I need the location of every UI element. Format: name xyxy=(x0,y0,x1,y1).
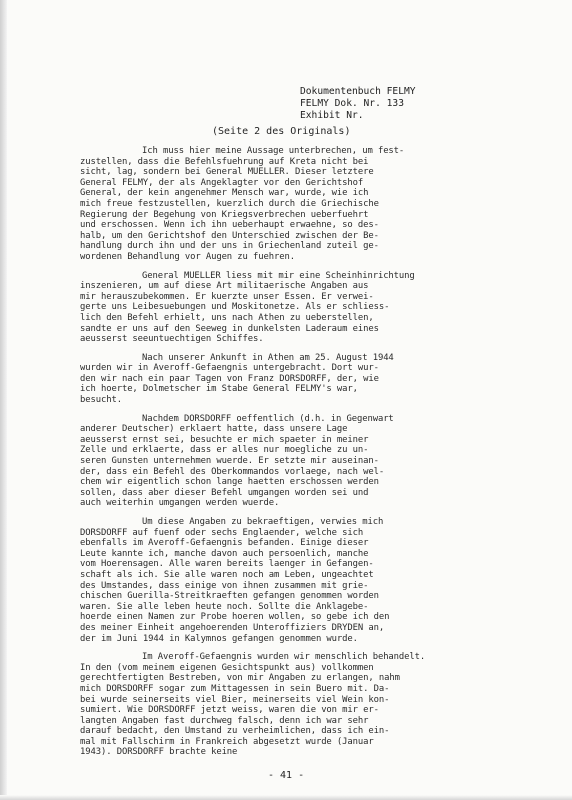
text-line: chem wir eigentlich schon lange haetten erschossen werden xyxy=(80,477,379,488)
text-line: wurden wir in Averoff-Gefaengnis untergebracht. Dort wur- xyxy=(80,363,379,374)
scan-bottom-shadow xyxy=(0,795,572,800)
text-line: wordenen Behandlung vor Augen zu fuehren. xyxy=(80,251,295,262)
text-line: des meiner Einheit angehoerenden Unteroffiziers DRYDEN an, xyxy=(80,622,385,633)
text-line: den wir nach ein paar Tagen von Franz DORSDORFF, der, wie xyxy=(80,373,379,384)
text-line: sicht, lag, sondern bei General MUELLER. Dieser letztere xyxy=(80,167,374,178)
text-line: Im Averoff-Gefaengnis wurden wir menschlich behandelt. xyxy=(142,652,426,663)
header-document-number: FELMY Dok. Nr. 133 xyxy=(300,98,404,109)
text-line: Nachdem DORSDORFF oeffentlich (d.h. in Gegenwart xyxy=(142,413,394,424)
text-line: waren. Sie alle leben heute noch. Sollte die Anklagebe- xyxy=(80,601,369,612)
paragraph xyxy=(80,146,552,263)
text-line: besucht. xyxy=(80,395,122,406)
text-line: gerechtfertigten Bestreben, von mir Angaben zu erlangen, nahm xyxy=(80,673,400,684)
text-line: zustellen, dass die Befehlsfuehrung auf Kreta nicht bei xyxy=(80,156,369,167)
original-page-note: (Seite 2 des Originals) xyxy=(212,126,351,137)
text-line: auch weiterhin umgangen werden wuerde. xyxy=(80,498,280,509)
text-line: Um diese Angaben zu bekraeftigen, verwies mich xyxy=(142,517,384,527)
text-line: General, der kein angenehmer Mensch war, wurde, wie ich xyxy=(80,188,369,199)
text-line: DORSDORFF auf fuenf oder sechs Englaender, welche sich xyxy=(80,527,364,538)
text-line: Ich muss hier meine Aussage unterbrechen, um fest- xyxy=(142,146,405,156)
paragraph xyxy=(80,652,552,758)
text-line: lich den Befehl erhielt, uns nach Athen zu ueberstellen, xyxy=(80,312,374,323)
text-line: vom Hoerensagen. Alle waren bereits laenger in Gefangen- xyxy=(80,559,374,570)
text-line: des Umstandes, dass einige von ihnen zusammen mit grie- xyxy=(80,580,369,591)
document-header xyxy=(300,86,540,122)
header-document-book: Dokumentenbuch FELMY xyxy=(300,86,416,97)
text-line: sandte er uns auf den Seeweg in dunkelsten Laderaum eines xyxy=(80,323,379,334)
text-line: darauf bedacht, den Umstand zu verheimlichen, dass ich ein- xyxy=(80,726,390,737)
text-line: der, dass ein Befehl des Oberkommandos vorlaege, nach wel- xyxy=(80,466,385,477)
text-line: handlung durch ihn und der uns in Griechenland zuteil ge- xyxy=(80,241,379,252)
text-line: Zelle und erklaerte, dass er alles nur moegliche zu un- xyxy=(80,445,369,456)
text-line: schaft als ich. Sie alle waren noch am Leben, ungeachtet xyxy=(80,569,374,580)
text-line: chischen Guerilla-Streitkraeften gefangen genommen worden xyxy=(80,591,379,602)
text-line: mich freue festzustellen, kuerzlich durch die Griechische xyxy=(80,198,379,209)
text-line: hoerde einen Namen zur Probe hoeren wollen, so gebe ich den xyxy=(80,612,390,623)
text-line: halb, um den Gerichtshof den Unterschied zwischen der Be- xyxy=(80,230,379,241)
text-line: bei wurde seinerseits viel Bier, meinerseits viel Wein kon- xyxy=(80,694,390,705)
text-line: anderer Deutscher) erklaert hatte, dass unsere Lage xyxy=(80,424,348,435)
text-line: aeusserst seeuntuechtigen Schiffes. xyxy=(80,334,264,345)
header-exhibit-number: Exhibit Nr. xyxy=(300,110,364,121)
text-line: sollen, dass aber dieser Befehl umgangen worden sei und xyxy=(80,487,369,498)
text-line: mal mit Fallschirm in Frankreich abgesetzt wurde (Januar xyxy=(80,736,374,747)
text-line: langten Angaben fast durchweg falsch, denn ich war sehr xyxy=(80,715,369,726)
text-line: sumiert. Wie DORSDORFF jetzt weiss, waren die von mir er- xyxy=(80,705,379,716)
paragraph xyxy=(80,353,552,406)
text-line: gerte uns Leibesuebungen und Moskitonetze. Als er schliess- xyxy=(80,302,390,313)
text-line: aeusserst ernst sei, besuchte er mich spaeter in meiner xyxy=(80,434,369,445)
paragraph xyxy=(80,271,552,345)
text-line: 1943). DORSDORFF brachte keine xyxy=(80,747,238,758)
scan-edge-shadow xyxy=(0,0,7,800)
text-line: General MUELLER liess mit mir eine Scheinhinrichtung xyxy=(142,270,415,281)
text-line: inszenieren, um auf diese Art militaerische Angaben aus xyxy=(80,281,369,292)
text-line: Leute kannte ich, manche davon auch persoenlich, manche xyxy=(80,548,369,559)
text-line: seren Gunsten unternehmen wuerde. Er setzte mir auseinan- xyxy=(80,456,379,467)
text-line: General FELMY, der als Angeklagter vor den Gerichtshof xyxy=(80,177,364,188)
text-line: mir herauszubekommen. Er kuerzte unser Essen. Er verwei- xyxy=(80,291,374,302)
text-line: der im Juni 1944 in Kalymnos gefangen genommen wurde. xyxy=(80,633,358,644)
text-line: und erschossen. Wenn ich ihn ueberhaupt erwaehne, so des- xyxy=(80,220,379,231)
paragraph xyxy=(80,414,552,509)
document-body xyxy=(80,146,552,766)
text-line: Nach unserer Ankunft in Athen am 25. August 1944 xyxy=(142,352,394,363)
text-line: ebenfalls im Averoff-Gefaengnis befanden. Einige dieser xyxy=(80,538,369,549)
text-line: mich DORSDORFF sogar zum Mittagessen in sein Buero mit. Da- xyxy=(80,683,390,694)
text-line: In den (vom meinem eigenen Gesichtspunkt aus) vollkommen xyxy=(80,662,374,673)
text-line: ich hoerte, Dolmetscher im Stabe General FELMY's war, xyxy=(80,384,358,395)
paragraph xyxy=(80,517,552,644)
page-number: - 41 - xyxy=(268,770,305,781)
text-line: Regierung der Begehung von Kriegsverbrechen ueberfuehrt xyxy=(80,209,369,220)
